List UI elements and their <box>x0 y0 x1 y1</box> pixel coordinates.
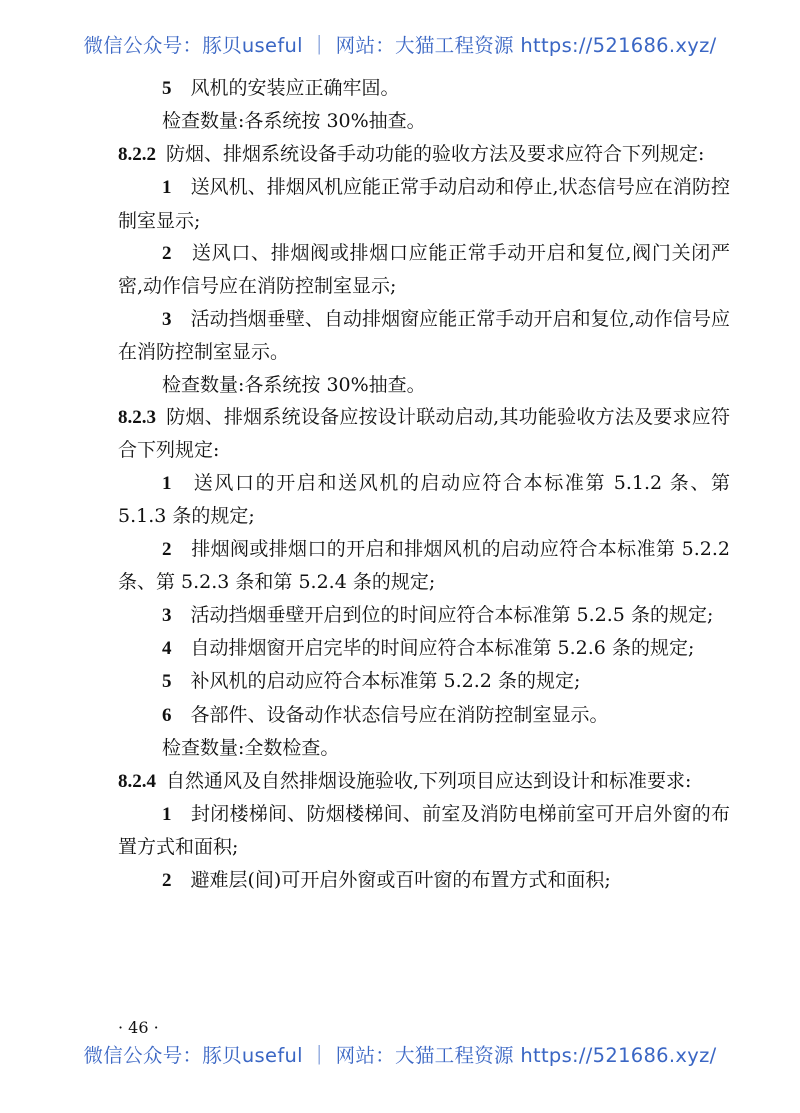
list-item: 2 送风口、排烟阀或排烟口应能正常手动开启和复位,阀门关闭严密,动作信号应在消防控制室显示; <box>118 242 730 298</box>
check-quantity: 检查数量:各系统按 30%抽查。 <box>162 110 426 133</box>
list-item: 2 排烟阀或排烟口的开启和排烟风机的启动应符合本标准第 5.2.2 条、第 5.2.3 条和第 5.2.4 条的规定; <box>118 537 730 594</box>
list-item: 3 活动挡烟垂壁开启到位的时间应符合本标准第 5.2.5 条的规定; <box>162 603 714 626</box>
list-item: 5 补风机的启动应符合本标准第 5.2.2 条的规定; <box>162 670 581 693</box>
watermark-bottom: 微信公众号：豚贝useful ｜ 网站：大猫工程资源 https://521686.xyz/ <box>83 1044 717 1067</box>
list-item: 5 风机的安装应正确牢固。 <box>162 77 400 99</box>
list-item: 1 送风口的开启和送风机的启动应符合本标准第 5.1.2 条、第 5.1.3 条的规定; <box>118 471 730 528</box>
clause-8-2-4: 8.2.4 自然通风及自然排烟设施验收,下列项目应达到设计和标准要求: <box>118 769 692 792</box>
list-item: 6 各部件、设备动作状态信号应在消防控制室显示。 <box>162 703 609 726</box>
watermark-top: 微信公众号：豚贝useful ｜ 网站：大猫工程资源 https://521686.xyz/ <box>83 34 717 57</box>
check-quantity: 检查数量:全数检查。 <box>162 737 340 760</box>
list-item: 3 活动挡烟垂壁、自动排烟窗应能正常手动开启和复位,动作信号应在消防控制室显示。 <box>118 307 730 364</box>
list-item: 2 避难层(间)可开启外窗或百叶窗的布置方式和面积; <box>162 868 611 891</box>
document-body <box>118 72 730 897</box>
list-item: 4 自动排烟窗开启完毕的时间应符合本标准第 5.2.6 条的规定; <box>162 636 695 659</box>
clause-8-2-2: 8.2.2 防烟、排烟系统设备手动功能的验收方法及要求应符合下列规定: <box>118 142 705 165</box>
clause-8-2-3: 8.2.3 防烟、排烟系统设备应按设计联动启动,其功能验收方法及要求应符合下列规定: <box>118 406 730 462</box>
page-number: · 46 · <box>118 1018 159 1037</box>
list-item: 1 封闭楼梯间、防烟楼梯间、前室及消防电梯前室可开启外窗的布置方式和面积; <box>118 802 730 859</box>
check-quantity: 检查数量:各系统按 30%抽查。 <box>162 373 426 396</box>
list-item: 1 送风机、排烟风机应能正常手动启动和停止,状态信号应在消防控制室显示; <box>118 176 730 232</box>
